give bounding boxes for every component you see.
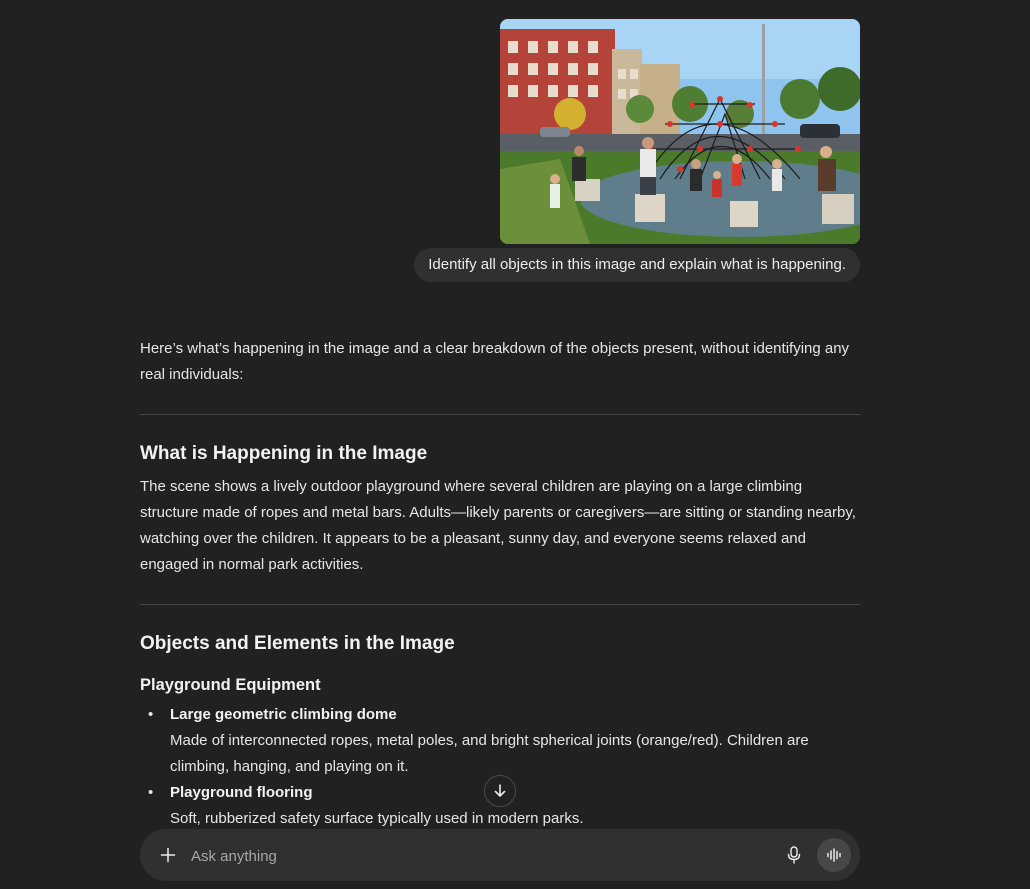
equipment-list <box>140 702 860 832</box>
uploaded-image[interactable] <box>500 19 860 244</box>
list-item-description: Soft, rubberized safety surface typically used in modern parks. <box>170 810 584 827</box>
list-bullet: • <box>148 784 154 801</box>
section-heading-objects: Objects and Elements in the Image <box>140 633 455 654</box>
assistant-response <box>140 336 860 832</box>
playground-photo <box>500 19 860 244</box>
arrow-down-icon <box>492 783 508 799</box>
list-bullet: • <box>148 706 154 723</box>
voice-mode-button[interactable] <box>817 838 851 872</box>
subheading-playground-equipment: Playground Equipment <box>140 676 321 694</box>
list-item-description: Made of interconnected ropes, metal poles, and bright spherical joints (orange/red). Children are climbing, hanging, and playing on it. <box>170 732 809 775</box>
composer <box>140 829 860 881</box>
user-message-text: Identify all objects in this image and explain what is happening. <box>428 256 846 273</box>
section-body-happening: The scene shows a lively outdoor playground where several children are playing on a large climbing structure made of ropes and metal bars. Adults—likely parents or caregivers—are sitting or standing nearby, watching over the children. It appears to be a pleasant, sunny day, and everyone seems relaxed and engaged in normal park activities. <box>140 478 856 573</box>
dictate-button[interactable] <box>780 841 808 869</box>
list-item-title: Large geometric climbing dome <box>170 706 397 723</box>
plus-icon <box>160 847 176 863</box>
section-heading-happening: What is Happening in the Image <box>140 443 428 464</box>
attach-button[interactable] <box>154 841 182 869</box>
voice-waveform-icon <box>826 847 842 863</box>
microphone-icon <box>786 846 802 864</box>
list-item <box>140 702 860 780</box>
response-intro: Here’s what’s happening in the image and a clear breakdown of the objects present, without identifying any real individuals: <box>140 340 850 383</box>
list-item-title: Playground flooring <box>170 784 313 801</box>
scroll-to-bottom-button[interactable] <box>484 775 516 807</box>
message-input[interactable] <box>189 843 753 869</box>
user-message-bubble <box>414 248 860 282</box>
